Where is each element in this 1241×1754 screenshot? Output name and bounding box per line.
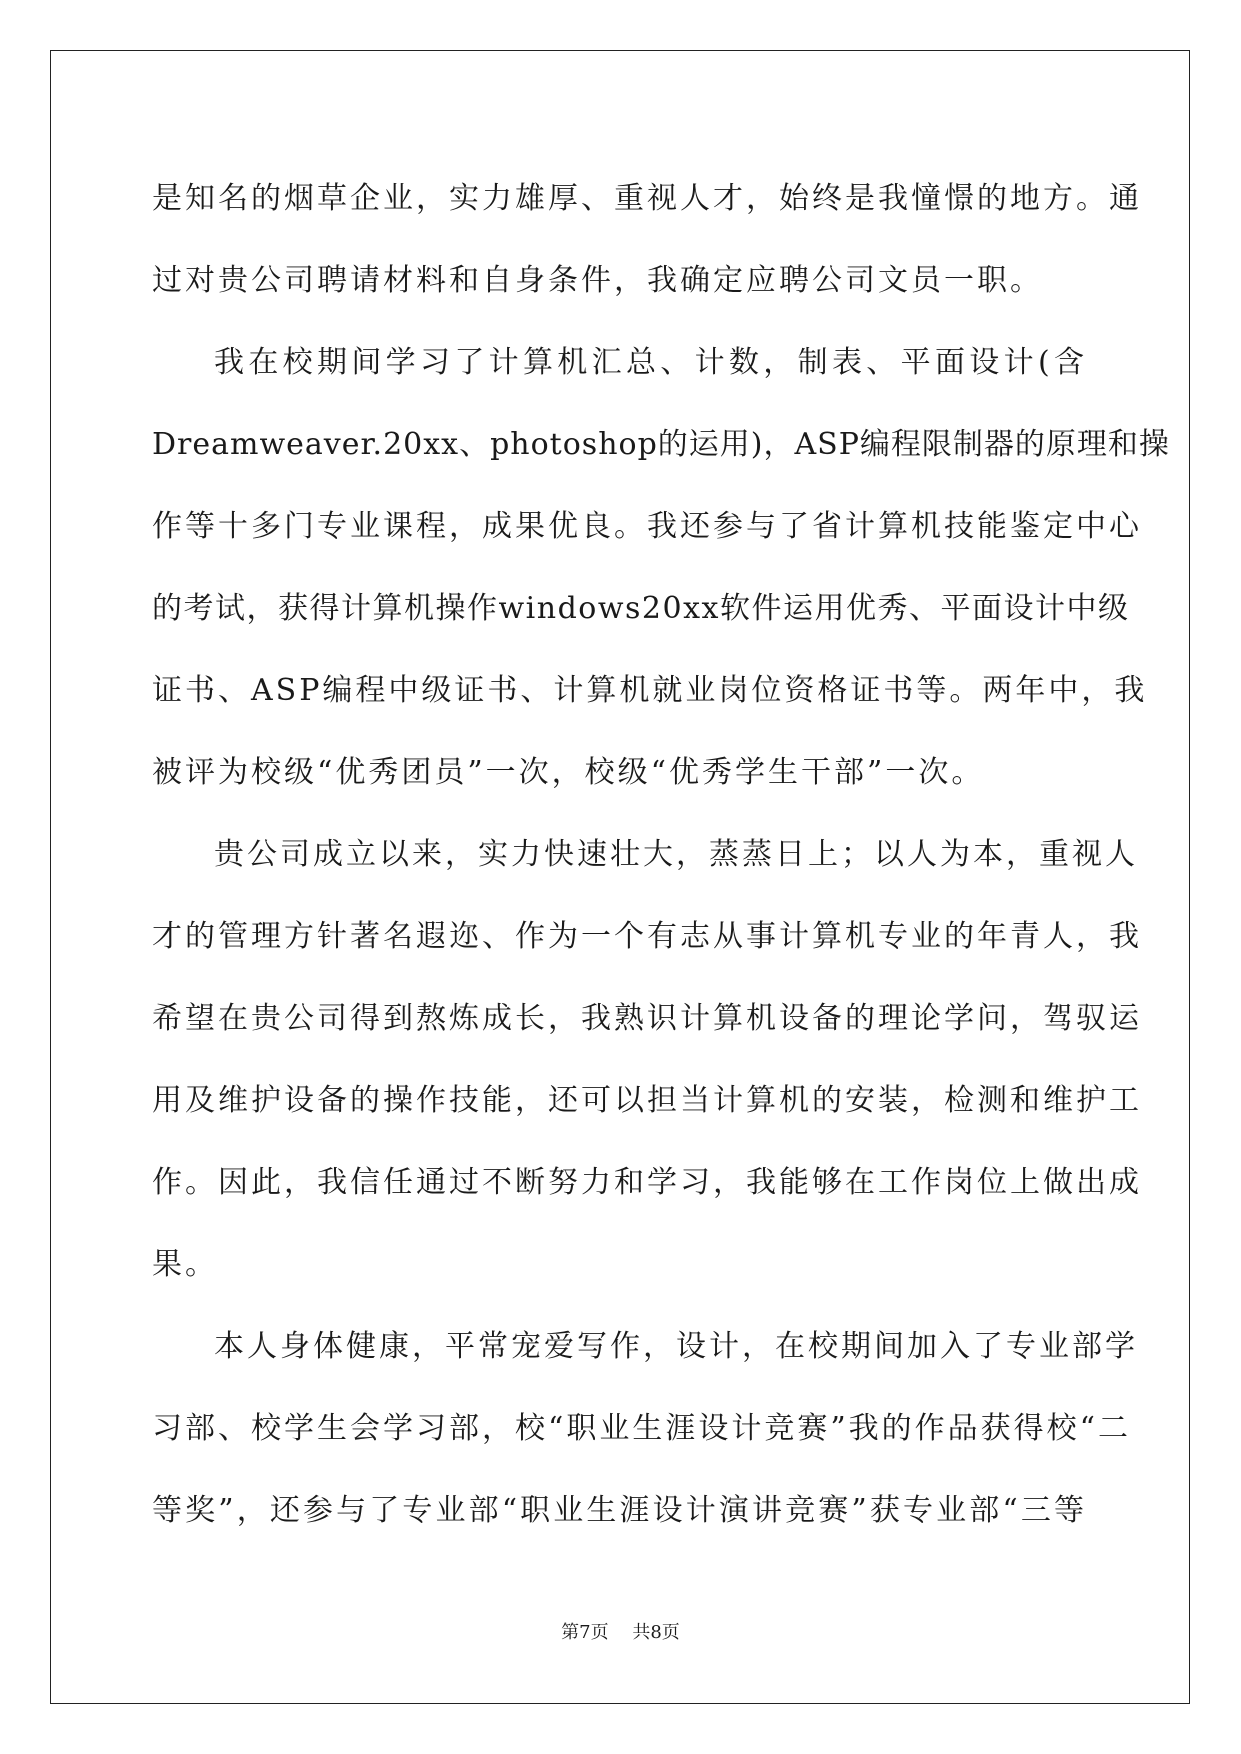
document-body bbox=[152, 158, 1170, 1552]
text-line: 我在校期间学习了计算机汇总、计数，制表、平面设计(含 bbox=[214, 345, 1087, 380]
text-line: 证书、ASP编程中级证书、计算机就业岗位资格证书等。两年中，我 bbox=[152, 673, 1148, 708]
text-line: 才的管理方针著名遐迩、作为一个有志从事计算机专业的年青人，我 bbox=[152, 919, 1142, 954]
page-footer bbox=[0, 1618, 1241, 1644]
text-line: 用及维护设备的操作技能，还可以担当计算机的安装，检测和维护工 bbox=[152, 1083, 1142, 1118]
text-line: 作等十多门专业课程，成果优良。我还参与了省计算机技能鉴定中心 bbox=[152, 509, 1142, 544]
text-line: 希望在贵公司得到熬炼成长，我熟识计算机设备的理论学问，驾驭运 bbox=[152, 1001, 1142, 1036]
text-line: 被评为校级“优秀团员”一次，校级“优秀学生干部”一次。 bbox=[152, 755, 985, 790]
text-line: 贵公司成立以来，实力快速壮大，蒸蒸日上；以人为本，重视人 bbox=[214, 837, 1138, 872]
text-line: 果。 bbox=[152, 1247, 218, 1282]
text-line: 的考试，获得计算机操作windows20xx软件运用优秀、平面设计中级 bbox=[152, 591, 1130, 626]
text-line: 过对贵公司聘请材料和自身条件，我确定应聘公司文员一职。 bbox=[152, 263, 1043, 298]
page-number-total: 共8页 bbox=[632, 1622, 680, 1643]
text-line: 等奖”，还参与了专业部“职业生涯设计演讲竞赛”获专业部“三等 bbox=[152, 1493, 1087, 1528]
text-line: 作。因此，我信任通过不断努力和学习，我能够在工作岗位上做出成 bbox=[152, 1165, 1142, 1200]
text-line: Dreamweaver.20xx、photoshop的运用)，ASP编程限制器的原理和操 bbox=[152, 427, 1170, 462]
text-line: 是知名的烟草企业，实力雄厚、重视人才，始终是我憧憬的地方。通 bbox=[152, 181, 1142, 216]
text-line: 习部、校学生会学习部，校“职业生涯设计竞赛”我的作品获得校“二 bbox=[152, 1411, 1132, 1446]
page-number-current: 第7页 bbox=[561, 1622, 609, 1643]
text-line: 本人身体健康，平常宠爱写作，设计，在校期间加入了专业部学 bbox=[214, 1329, 1138, 1364]
